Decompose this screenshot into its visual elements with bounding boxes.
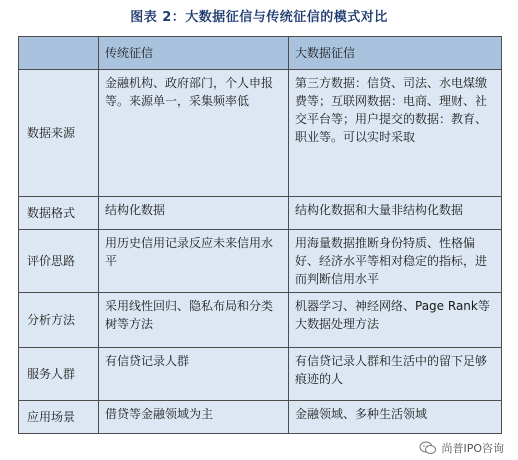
cell-traditional: 借贷等金融领域为主 (99, 401, 289, 434)
cell-bigdata: 金融领域、多种生活领域 (289, 401, 502, 434)
row-label: 服务人群 (19, 348, 99, 401)
table-row (19, 70, 502, 197)
cell-bigdata: 用海量数据推断身份特质、性格偏好、经济水平等相对稳定的指标，进而判断信用水平 (289, 230, 502, 293)
cell-traditional: 用历史信用记录反应未来信用水平 (99, 230, 289, 293)
row-label: 数据格式 (19, 197, 99, 230)
row-label: 数据来源 (19, 70, 99, 197)
comparison-table (18, 36, 502, 434)
cell-traditional: 有信贷记录人群 (99, 348, 289, 401)
cell-traditional: 结构化数据 (99, 197, 289, 230)
watermark (419, 440, 504, 456)
table-row (19, 230, 502, 293)
header-traditional: 传统征信 (99, 37, 289, 70)
watermark-text: 尚普IPO咨询 (441, 442, 504, 455)
cell-bigdata: 第三方数据：信贷、司法、水电煤缴费等；互联网数据：电商、理财、社交平台等；用户提交的数据：教育、职业等。可以实时采取 (289, 70, 502, 197)
row-label: 应用场景 (19, 401, 99, 434)
chart-title: 图表 2：大数据征信与传统征信的模式对比 (130, 10, 388, 25)
cell-bigdata: 结构化数据和大量非结构化数据 (289, 197, 502, 230)
cell-bigdata: 有信贷记录人群和生活中的留下足够痕迹的人 (289, 348, 502, 401)
row-label: 评价思路 (19, 230, 99, 293)
header-bigdata: 大数据征信 (289, 37, 502, 70)
header-corner (19, 37, 99, 70)
cell-bigdata: 机器学习、神经网络、Page Rank等大数据处理方法 (289, 293, 502, 348)
cell-traditional: 金融机构、政府部门，个人申报等。来源单一，采集频率低 (99, 70, 289, 197)
table-header-row (19, 37, 502, 70)
row-label: 分析方法 (19, 293, 99, 348)
wechat-icon (419, 441, 437, 455)
cell-traditional: 采用线性回归、隐私布局和分类树等方法 (99, 293, 289, 348)
table-row (19, 197, 502, 230)
table-row (19, 293, 502, 348)
table-row (19, 401, 502, 434)
table-row (19, 348, 502, 401)
